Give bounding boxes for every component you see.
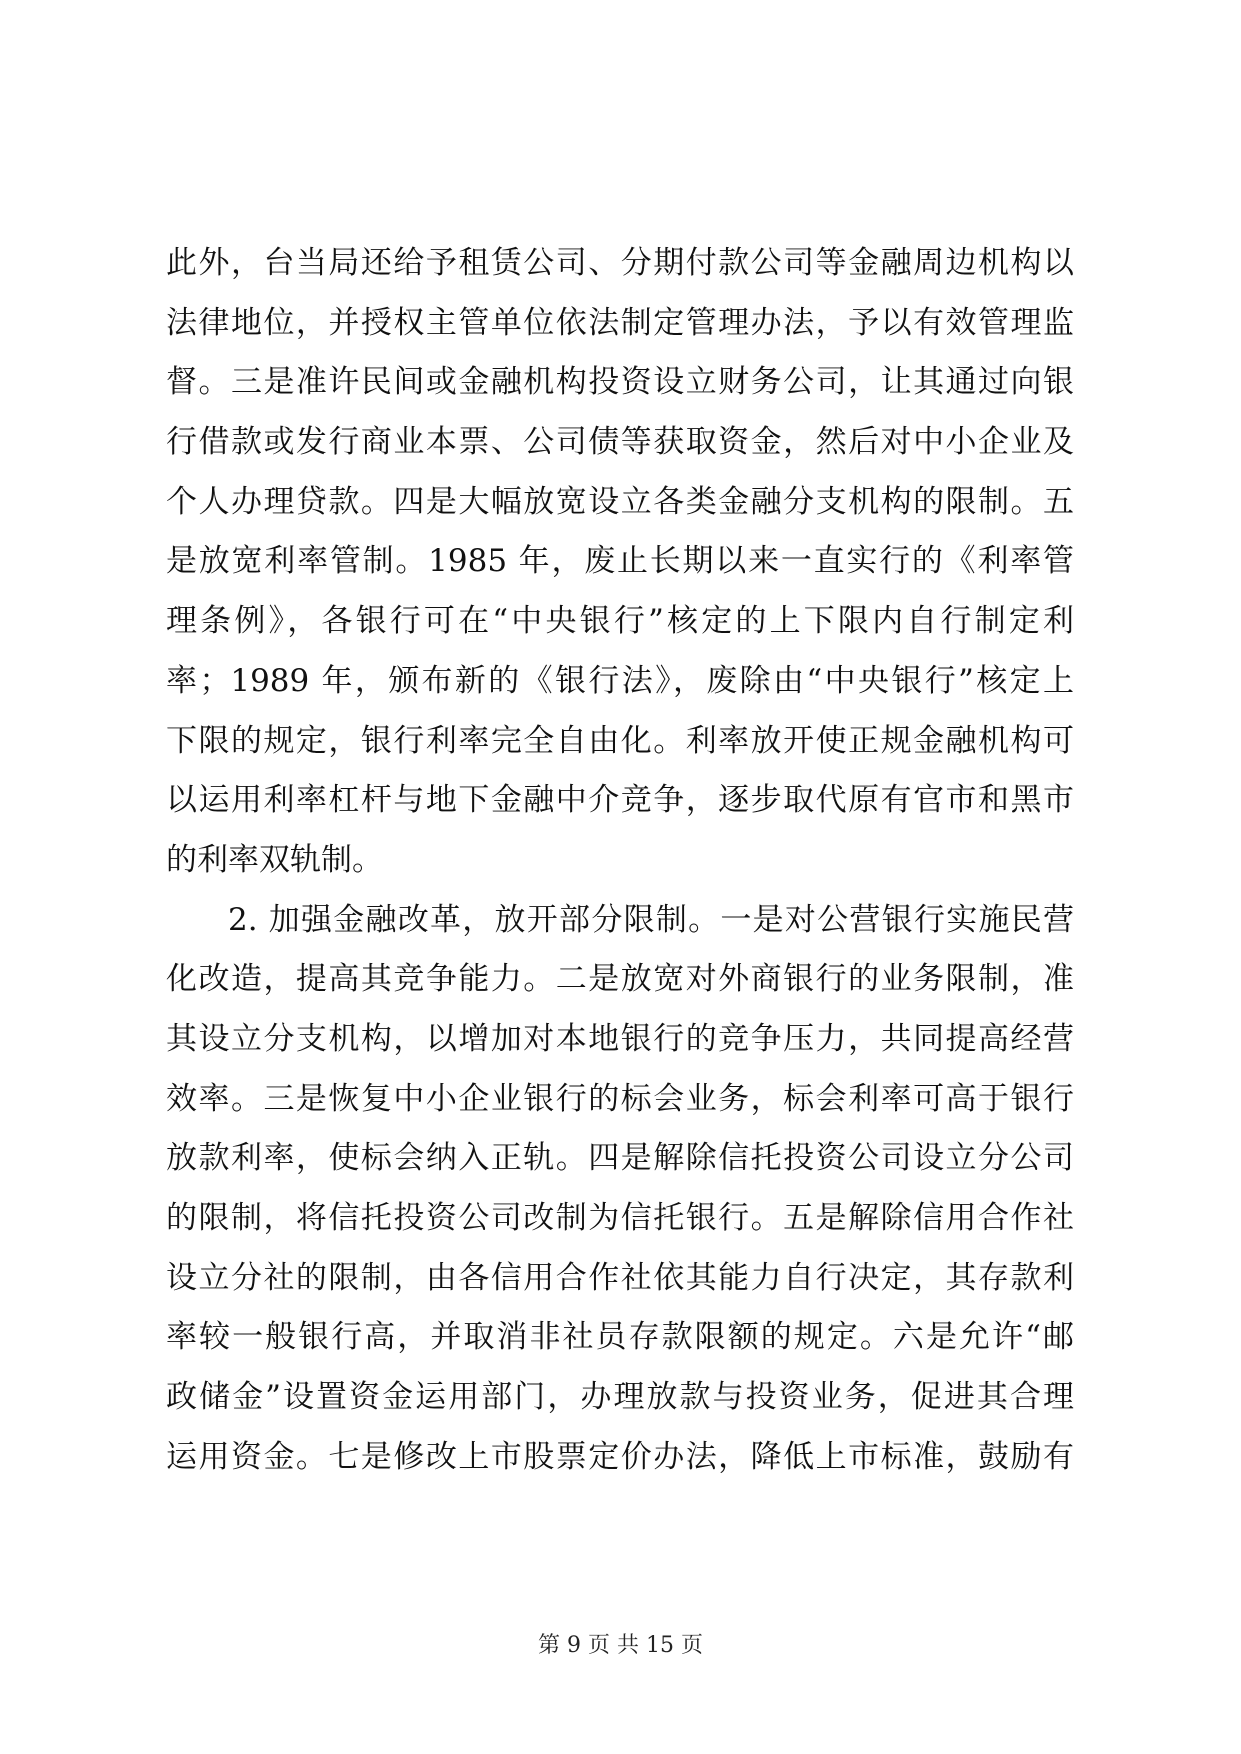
text-line: 效率。三是恢复中小企业银行的标会业务，标会利率可高于银行 (166, 1080, 1074, 1117)
text-line: 运用资金。七是修改上市股票定价办法，降低上市标准，鼓励有 (166, 1438, 1074, 1475)
text-line: 化改造，提高其竞争能力。二是放宽对外商银行的业务限制，准 (166, 961, 1074, 998)
body-text (166, 234, 1074, 1487)
text-line: 率；1989 年，颁布新的《银行法》，废除由“中央银行”核定上 (166, 662, 1074, 699)
text-line: 的限制，将信托投资公司改制为信托银行。五是解除信用合作社 (166, 1200, 1074, 1236)
text-line: 放款利率，使标会纳入正轨。四是解除信托投资公司设立分公司 (166, 1140, 1074, 1177)
paragraph-first-line: 2. 加强金融改革，放开部分限制。一是对公营银行实施民营 (228, 901, 1074, 938)
text-line: 的利率双轨制。 (166, 841, 383, 878)
page-number-footer: 第 9 页 共 15 页 (538, 1633, 703, 1658)
text-line: 个人办理贷款。四是大幅放宽设立各类金融分支机构的限制。五 (166, 483, 1074, 520)
text-line: 督。三是准许民间或金融机构投资设立财务公司，让其通过向银 (166, 364, 1074, 401)
text-line: 政储金”设置资金运用部门，办理放款与投资业务，促进其合理 (166, 1379, 1074, 1416)
text-line: 下限的规定，银行利率完全自由化。利率放开使正规金融机构可 (166, 722, 1074, 759)
text-line: 其设立分支机构，以增加对本地银行的竞争压力，共同提高经营 (166, 1020, 1074, 1057)
text-line: 行借款或发行商业本票、公司债等获取资金，然后对中小企业及 (166, 424, 1074, 461)
text-line: 法律地位，并授权主管单位依法制定管理办法，予以有效管理监 (166, 304, 1074, 341)
text-line: 此外，台当局还给予租赁公司、分期付款公司等金融周边机构以 (166, 245, 1074, 281)
text-line: 设立分社的限制，由各信用合作社依其能力自行决定，其存款利 (166, 1259, 1074, 1296)
text-line: 是放宽利率管制。1985 年，废止长期以来一直实行的《利率管 (166, 543, 1074, 580)
text-line: 理条例》，各银行可在“中央银行”核定的上下限内自行制定利 (166, 603, 1074, 640)
text-line: 率较一般银行高，并取消非社员存款限额的规定。六是允许“邮 (166, 1319, 1074, 1356)
text-line: 以运用利率杠杆与地下金融中介竞争，逐步取代原有官市和黑市 (166, 782, 1074, 819)
